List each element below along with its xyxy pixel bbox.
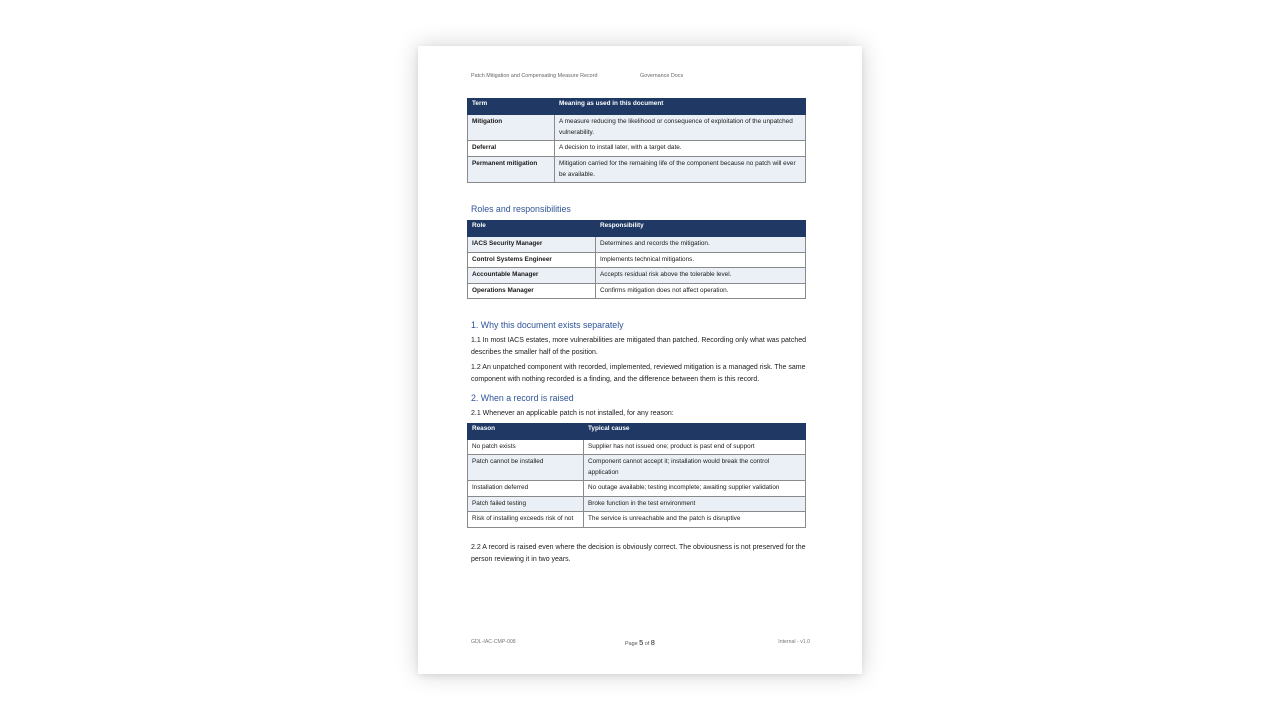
table-row <box>468 283 806 299</box>
header-doc-title: Patch Mitigation and Compensating Measure Record <box>471 73 598 79</box>
cause-cell: Broke function in the test environment <box>584 496 806 512</box>
responsibility-cell: Accepts residual risk above the tolerable level. <box>596 268 806 284</box>
reason-cell: Installation deferred <box>468 481 584 497</box>
table-row <box>468 512 806 528</box>
footer-doc-id: GDL-IAC-CMP-008 <box>471 639 516 645</box>
table-row <box>468 481 806 497</box>
cause-cell: Component cannot accept it; installation would break the control application <box>584 455 806 481</box>
page-footer <box>471 639 810 645</box>
role-cell: Control Systems Engineer <box>468 252 596 268</box>
term-cell: Mitigation <box>468 115 555 141</box>
reasons-header-cause: Typical cause <box>584 423 806 439</box>
section2-paragraph-2: 2.2 A record is raised even where the decision is obviously correct. The obviousness is not preserved for the person reviewing it in two years. <box>471 543 806 563</box>
term-cell: Deferral <box>468 141 555 157</box>
footer-classification: Internal - v1.0 <box>778 639 810 645</box>
responsibility-cell: Implements technical mitigations. <box>596 252 806 268</box>
header-section: Governance Docs <box>640 73 684 79</box>
section2-paragraph-1: 2.1 Whenever an applicable patch is not installed, for any reason: <box>471 410 674 418</box>
reason-cell: Patch failed testing <box>468 496 584 512</box>
meaning-cell: Mitigation carried for the remaining life of the component because no patch will ever be available. <box>555 157 806 183</box>
roles-table <box>467 220 806 299</box>
table-row <box>468 496 806 512</box>
reasons-header-reason: Reason <box>468 423 584 439</box>
table-row <box>468 237 806 253</box>
role-cell: Operations Manager <box>468 283 596 299</box>
cause-cell: No outage available; testing incomplete; awaiting supplier validation <box>584 481 806 497</box>
roles-header-role: Role <box>468 221 596 237</box>
responsibility-cell: Confirms mitigation does not affect operation. <box>596 283 806 299</box>
document-page <box>418 46 862 674</box>
meaning-cell: A decision to install later, with a target date. <box>555 141 806 157</box>
reason-cell: No patch exists <box>468 439 584 455</box>
terms-table <box>467 98 806 183</box>
table-row <box>468 252 806 268</box>
cause-cell: The service is unreachable and the patch is disruptive <box>584 512 806 528</box>
table-row <box>468 439 806 455</box>
section1-heading: 1. Why this document exists separately <box>471 320 624 330</box>
table-row <box>468 115 806 141</box>
reasons-table <box>467 423 806 528</box>
section1-paragraph-2: 1.2 An unpatched component with recorded, implemented, reviewed mitigation is a managed risk. The same component with nothing recorded is a finding, and the difference between them is this record. <box>471 364 806 383</box>
page-number: Page 5 of 8 <box>625 638 655 647</box>
table-row <box>468 455 806 481</box>
role-cell: Accountable Manager <box>468 268 596 284</box>
roles-header-responsibility: Responsibility <box>596 221 806 237</box>
cause-cell: Supplier has not issued one; product is past end of support <box>584 439 806 455</box>
page-header <box>471 73 822 79</box>
terms-header-meaning: Meaning as used in this document <box>555 99 806 115</box>
terms-header-term: Term <box>468 99 555 115</box>
page-content <box>467 98 806 565</box>
table-row <box>468 157 806 183</box>
term-cell: Permanent mitigation <box>468 157 555 183</box>
section2-heading: 2. When a record is raised <box>471 393 574 404</box>
roles-heading: Roles and responsibilities <box>471 204 571 214</box>
section1-paragraph-1: 1.1 In most IACS estates, more vulnerabilities are mitigated than patched. Recording only what was patched describes the smaller half of the position. <box>471 337 807 356</box>
responsibility-cell: Determines and records the mitigation. <box>596 237 806 253</box>
table-row <box>468 268 806 284</box>
reason-cell: Risk of installing exceeds risk of not <box>468 512 584 528</box>
reason-cell: Patch cannot be installed <box>468 455 584 481</box>
table-row <box>468 141 806 157</box>
meaning-cell: A measure reducing the likelihood or consequence of exploitation of the unpatched vulnerability. <box>555 115 806 141</box>
role-cell: IACS Security Manager <box>468 237 596 253</box>
